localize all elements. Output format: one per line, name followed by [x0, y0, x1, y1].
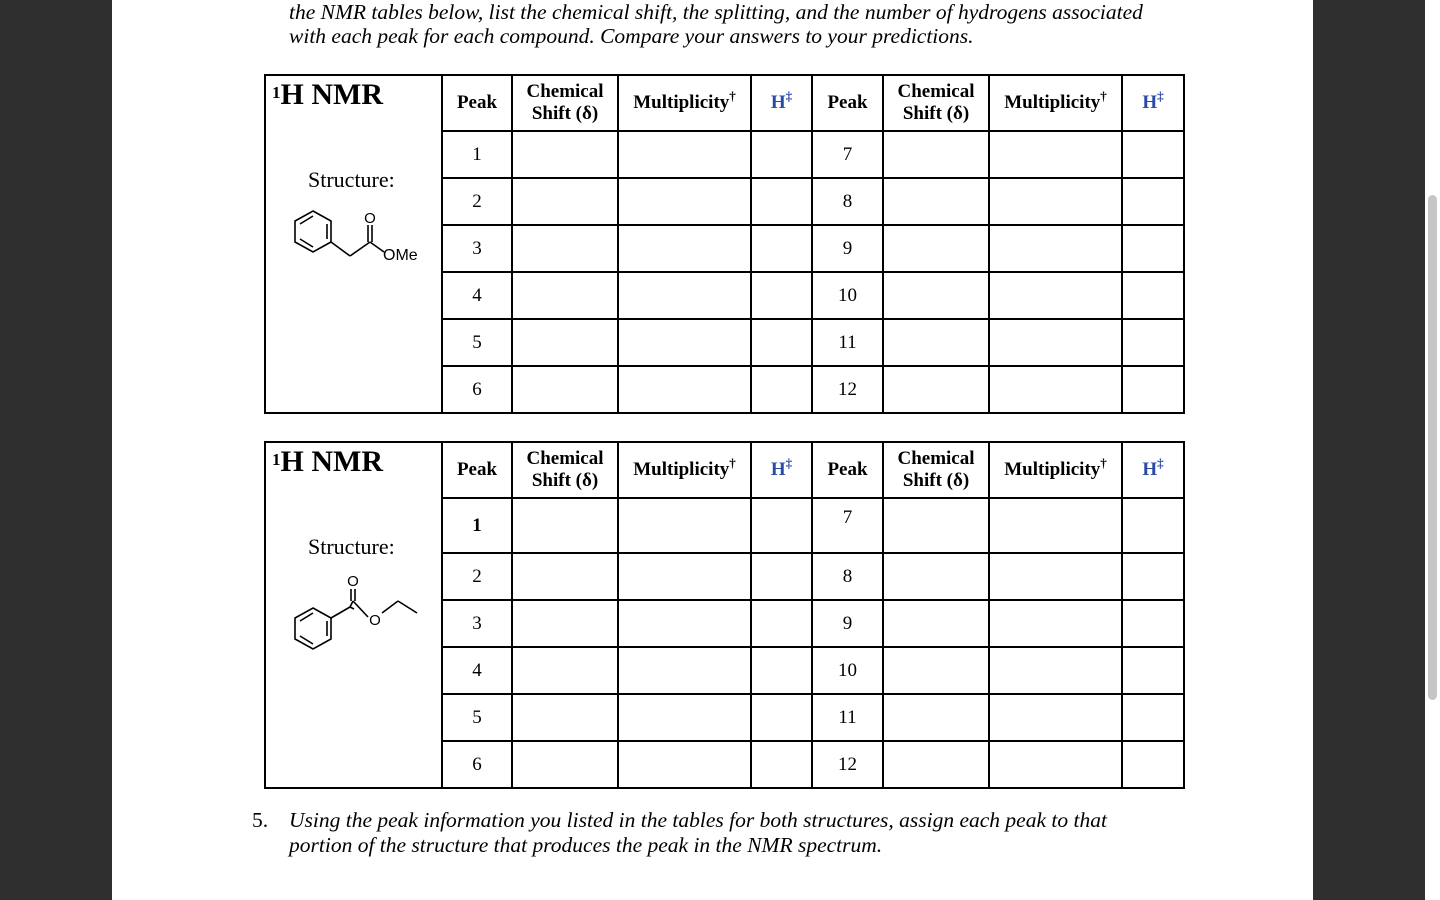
instructions-line-2: with each peak for each compound. Compare your answers to your predictions.	[289, 24, 974, 48]
carbonyl-oxygen-label: O	[364, 210, 376, 227]
h-cell[interactable]	[751, 600, 812, 647]
shift-cell[interactable]	[883, 600, 989, 647]
peak-number: 8	[812, 553, 883, 600]
h-cell[interactable]	[1122, 600, 1184, 647]
nmr-table-2	[264, 441, 1185, 789]
h-cell[interactable]	[1122, 225, 1184, 272]
ester-oxygen-label: O	[369, 612, 381, 629]
shift-cell[interactable]	[512, 319, 618, 366]
peak-number: 9	[812, 600, 883, 647]
peak-number: 1	[442, 131, 512, 178]
multiplicity-cell[interactable]	[618, 553, 751, 600]
multiplicity-cell[interactable]	[989, 178, 1122, 225]
multiplicity-cell[interactable]	[989, 553, 1122, 600]
col-header-multiplicity: Multiplicity†	[989, 442, 1122, 498]
h-cell[interactable]	[751, 131, 812, 178]
multiplicity-cell[interactable]	[618, 178, 751, 225]
scrollbar-thumb[interactable]	[1428, 195, 1437, 700]
h-cell[interactable]	[1122, 178, 1184, 225]
h-cell[interactable]	[751, 319, 812, 366]
multiplicity-cell[interactable]	[618, 225, 751, 272]
multiplicity-cell[interactable]	[989, 131, 1122, 178]
shift-cell[interactable]	[883, 553, 989, 600]
h-cell[interactable]	[1122, 319, 1184, 366]
structure-label: Structure:	[308, 534, 395, 559]
peak-number: 12	[812, 366, 883, 413]
nmr-title: $^1$H NMR	[272, 445, 383, 478]
peak-number: 6	[442, 366, 512, 413]
peak-number: 12	[812, 741, 883, 788]
peak-number: 11	[812, 694, 883, 741]
table-header-row	[265, 75, 1184, 131]
peak-number: 10	[812, 647, 883, 694]
col-header-multiplicity: Multiplicity†	[618, 75, 751, 131]
multiplicity-cell[interactable]	[618, 694, 751, 741]
multiplicity-cell[interactable]	[618, 272, 751, 319]
multiplicity-cell[interactable]	[989, 225, 1122, 272]
shift-cell[interactable]	[512, 647, 618, 694]
h-cell[interactable]	[751, 694, 812, 741]
shift-cell[interactable]	[512, 272, 618, 319]
shift-cell[interactable]	[883, 694, 989, 741]
h-cell[interactable]	[1122, 694, 1184, 741]
multiplicity-cell[interactable]	[618, 319, 751, 366]
col-header-chemical-shift: Chemical Shift (δ)	[883, 442, 989, 498]
question-5-line-2: portion of the structure that produces the peak in the NMR spectrum.	[289, 833, 883, 857]
peak-number: 4	[442, 272, 512, 319]
shift-cell[interactable]	[512, 553, 618, 600]
col-header-h: H‡	[751, 442, 812, 498]
shift-cell[interactable]	[883, 131, 989, 178]
h-cell[interactable]	[751, 225, 812, 272]
structure-cell	[265, 75, 442, 413]
multiplicity-cell[interactable]	[989, 272, 1122, 319]
h-cell[interactable]	[1122, 741, 1184, 788]
h-cell[interactable]	[1122, 553, 1184, 600]
shift-cell[interactable]	[883, 319, 989, 366]
peak-number: 10	[812, 272, 883, 319]
multiplicity-cell[interactable]	[618, 498, 751, 553]
col-header-peak: Peak	[442, 442, 512, 498]
peak-number: 3	[442, 225, 512, 272]
h-cell[interactable]	[1122, 272, 1184, 319]
shift-cell[interactable]	[512, 178, 618, 225]
shift-cell[interactable]	[883, 741, 989, 788]
multiplicity-cell[interactable]	[989, 498, 1122, 553]
h-cell[interactable]	[751, 647, 812, 694]
peak-number: 9	[812, 225, 883, 272]
multiplicity-cell[interactable]	[989, 366, 1122, 413]
peak-number: 8	[812, 178, 883, 225]
multiplicity-cell[interactable]	[618, 647, 751, 694]
shift-cell[interactable]	[512, 498, 618, 553]
h-cell[interactable]	[1122, 366, 1184, 413]
carbonyl-oxygen-label: O	[347, 573, 359, 590]
col-header-h: H‡	[1122, 442, 1184, 498]
structure-cell	[265, 442, 442, 788]
shift-cell[interactable]	[512, 225, 618, 272]
col-header-chemical-shift: Chemical Shift (δ)	[512, 75, 618, 131]
nmr-table-1	[264, 74, 1185, 414]
col-header-h: H‡	[1122, 75, 1184, 131]
col-header-h: H‡	[751, 75, 812, 131]
shift-cell[interactable]	[883, 178, 989, 225]
multiplicity-cell[interactable]	[618, 131, 751, 178]
shift-cell[interactable]	[883, 366, 989, 413]
multiplicity-cell[interactable]	[989, 600, 1122, 647]
question-5-number: 5.	[252, 808, 269, 832]
shift-cell[interactable]	[512, 694, 618, 741]
structure-label: Structure:	[308, 167, 395, 192]
h-cell[interactable]	[1122, 131, 1184, 178]
h-cell[interactable]	[751, 741, 812, 788]
col-header-peak: Peak	[442, 75, 512, 131]
col-header-peak: Peak	[812, 75, 883, 131]
peak-number: 6	[442, 741, 512, 788]
peak-number: 5	[442, 694, 512, 741]
shift-cell[interactable]	[512, 741, 618, 788]
multiplicity-cell[interactable]	[989, 694, 1122, 741]
instructions-line-1: the NMR tables below, list the chemical shift, the splitting, and the number of hydrogens associated	[289, 0, 1143, 24]
h-cell[interactable]	[751, 272, 812, 319]
multiplicity-cell[interactable]	[989, 319, 1122, 366]
shift-cell[interactable]	[883, 498, 989, 553]
shift-cell[interactable]	[883, 272, 989, 319]
h-cell[interactable]	[751, 366, 812, 413]
h-cell[interactable]	[751, 178, 812, 225]
question-5-line-1: Using the peak information you listed in the tables for both structures, assign each peak to that	[289, 808, 1107, 832]
multiplicity-cell[interactable]	[618, 600, 751, 647]
peak-number: 7	[812, 131, 883, 178]
multiplicity-cell[interactable]	[618, 741, 751, 788]
peak-number: 5	[442, 319, 512, 366]
col-header-multiplicity: Multiplicity†	[989, 75, 1122, 131]
shift-cell[interactable]	[512, 366, 618, 413]
shift-cell[interactable]	[512, 600, 618, 647]
h-cell[interactable]	[751, 498, 812, 553]
multiplicity-cell[interactable]	[989, 647, 1122, 694]
shift-cell[interactable]	[883, 225, 989, 272]
ethyl-phenylacetate-structure-image	[288, 571, 438, 659]
ome-label: OMe	[383, 247, 418, 264]
peak-number: 11	[812, 319, 883, 366]
h-cell[interactable]	[751, 553, 812, 600]
peak-number: 3	[442, 600, 512, 647]
col-header-peak: Peak	[812, 442, 883, 498]
col-header-chemical-shift: Chemical Shift (δ)	[512, 442, 618, 498]
peak-number: 4	[442, 647, 512, 694]
peak-number: 7	[812, 498, 883, 553]
multiplicity-cell[interactable]	[618, 366, 751, 413]
table-header-row	[265, 442, 1184, 498]
peak-number: 2	[442, 553, 512, 600]
peak-number: 1	[442, 498, 512, 553]
h-cell[interactable]	[1122, 647, 1184, 694]
h-cell[interactable]	[1122, 498, 1184, 553]
peak-number: 2	[442, 178, 512, 225]
nmr-title: $^1$H NMR	[272, 78, 383, 111]
col-header-multiplicity: Multiplicity†	[618, 442, 751, 498]
multiplicity-cell[interactable]	[989, 741, 1122, 788]
shift-cell[interactable]	[512, 131, 618, 178]
methyl-phenylacetate-structure-image	[288, 204, 428, 274]
question-5-text	[289, 808, 1189, 858]
col-header-chemical-shift: Chemical Shift (δ)	[883, 75, 989, 131]
instructions-text	[289, 0, 1189, 48]
shift-cell[interactable]	[883, 647, 989, 694]
